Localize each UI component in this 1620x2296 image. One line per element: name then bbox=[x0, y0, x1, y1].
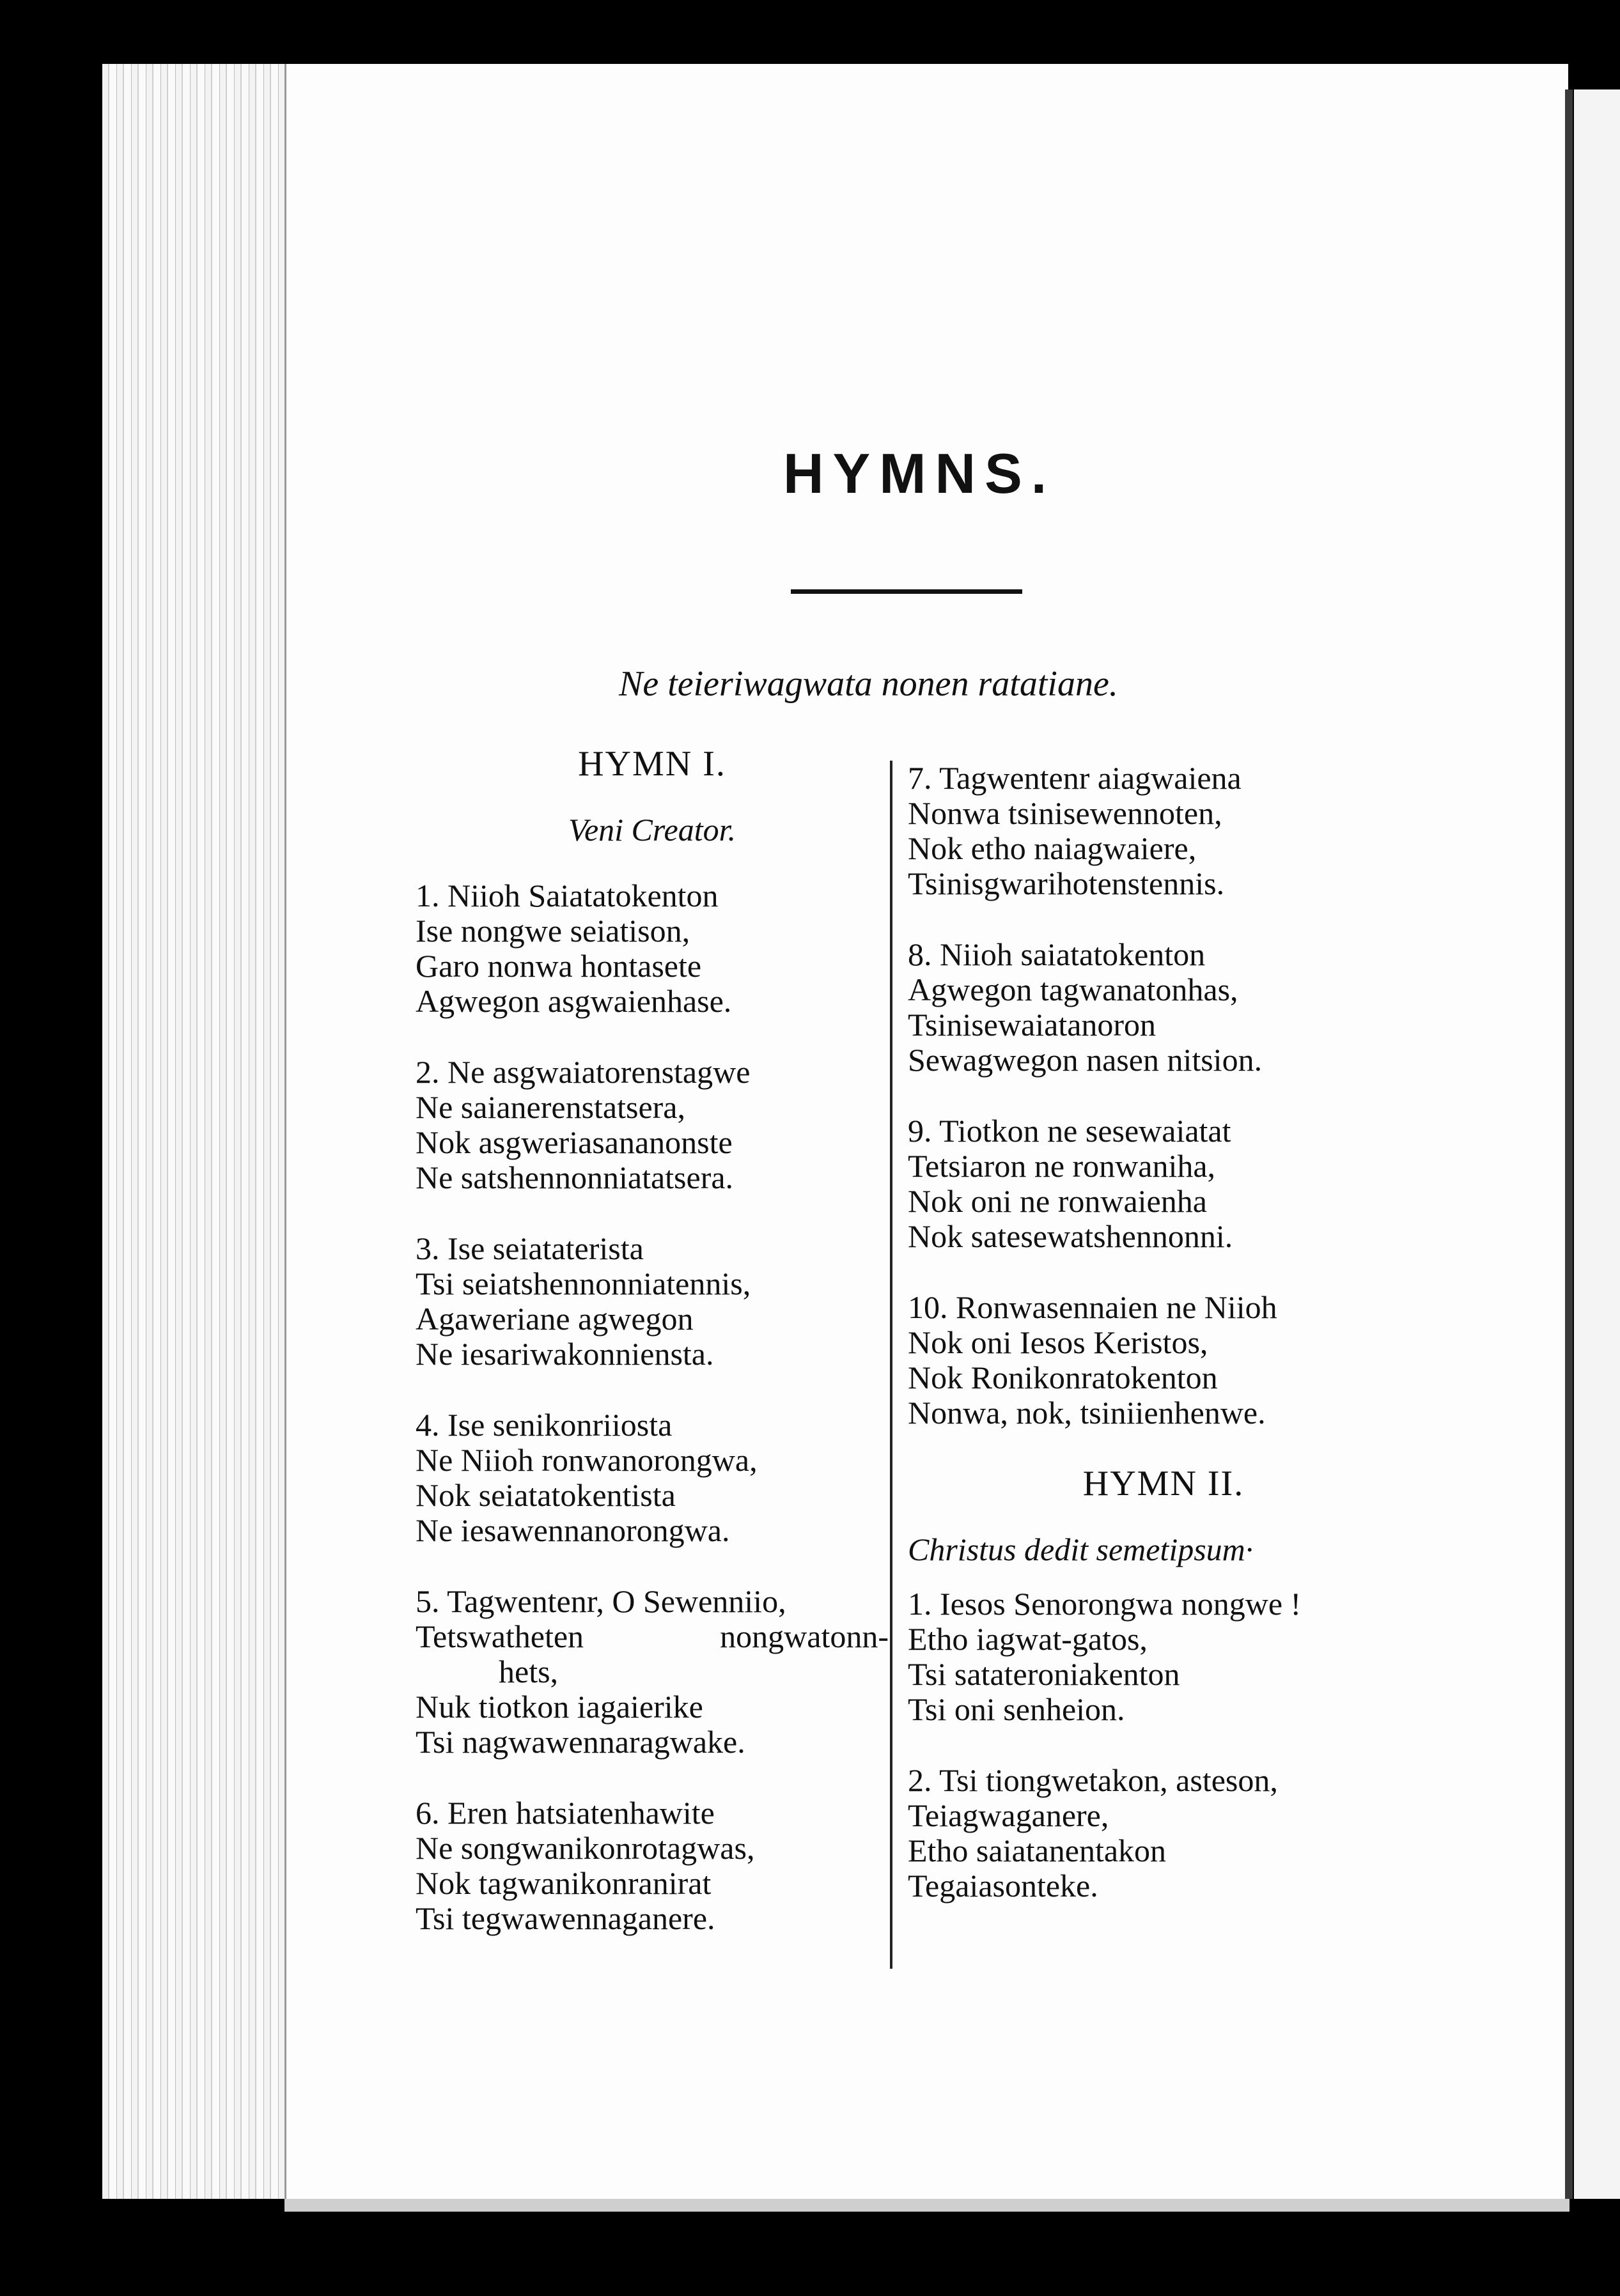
page-spine-shadow bbox=[1565, 89, 1573, 2199]
stanza-line: Tsinisewaiatanoron bbox=[908, 1007, 1157, 1043]
stanza-line: Tsi tegwawennaganere. bbox=[416, 1900, 715, 1936]
stanza-line: Garo nonwa hontasete bbox=[416, 948, 702, 984]
stanza-line: 2. Tsi tiongwetakon, asteson, bbox=[908, 1762, 1278, 1798]
stanza-line: 9. Tiotkon ne sesewaiatat bbox=[908, 1113, 1231, 1149]
stanza-line: Nok seiatatokentista bbox=[416, 1477, 676, 1513]
stanza-line: Nonwa, nok, tsiniienhenwe. bbox=[908, 1395, 1266, 1431]
hymn-1-subtitle: Veni Creator. bbox=[568, 812, 736, 848]
facing-page-edge bbox=[1574, 89, 1620, 2199]
stanza-line: Sewagwegon nasen nitsion. bbox=[908, 1042, 1263, 1078]
stanza-line: 10. Ronwasennaien ne Niioh bbox=[908, 1289, 1277, 1325]
page-subtitle: Ne teieriwagwata nonen ratatiane. bbox=[619, 664, 1118, 704]
stanza-5 bbox=[416, 1584, 889, 1760]
stanza-line: Ise nongwe seiatison, bbox=[416, 913, 690, 949]
stanza-line: Ne saianerenstatsera, bbox=[416, 1089, 685, 1125]
stanza-line: Nuk tiotkon iagaierike bbox=[416, 1689, 703, 1725]
stanza-7 bbox=[908, 761, 1419, 901]
stanza-line: Tsi nagwawennaragwake. bbox=[416, 1724, 745, 1760]
stanza-line: 1. Iesos Senorongwa nongwe ! bbox=[908, 1586, 1302, 1622]
stanza-line: Teiagwaganere, bbox=[908, 1797, 1109, 1833]
stanza-2 bbox=[416, 1055, 889, 1195]
stanza-4 bbox=[416, 1408, 889, 1548]
stanza-line: 1. Niioh Saiatatokenton bbox=[416, 878, 719, 913]
stanza-line: Etho saiatanentakon bbox=[908, 1833, 1167, 1868]
stanza-line: Agwegon tagwanatonhas, bbox=[908, 972, 1238, 1007]
stanza-word: Tetswatheten bbox=[416, 1618, 584, 1654]
hymn-2-subtitle: Christus dedit semetipsum· bbox=[908, 1532, 1254, 1567]
stanza-line: Nok oni Iesos Keristos, bbox=[908, 1324, 1208, 1360]
stanza-1 bbox=[416, 878, 889, 1019]
hymn-2-title: HYMN II. bbox=[1082, 1464, 1245, 1503]
stanza-line: 5. Tagwentenr, O Sewenniio, bbox=[416, 1583, 786, 1619]
stanza-line: Nok oni ne ronwaienha bbox=[908, 1183, 1207, 1219]
stanza-line: 8. Niioh saiatatokenton bbox=[908, 936, 1206, 972]
stanza-line: Tsinisgwarihotenstennis. bbox=[908, 865, 1225, 901]
stanza-line: 4. Ise senikonriiosta bbox=[416, 1407, 673, 1443]
stanza-line: Tegaiasonteke. bbox=[908, 1868, 1098, 1904]
stanza-line: Tsi satateroniakenton bbox=[908, 1656, 1180, 1692]
page-bottom-edge bbox=[284, 2199, 1569, 2212]
stanza-line: Ne satshennonniatatsera. bbox=[416, 1160, 734, 1195]
title-rule bbox=[791, 589, 1022, 594]
stanza-line: Ne iesariwakonniensta. bbox=[416, 1336, 714, 1372]
stanza-line: 3. Ise seiataterista bbox=[416, 1230, 644, 1266]
stanza-line: Etho iagwat-gatos, bbox=[908, 1621, 1148, 1657]
page-edges-left bbox=[102, 64, 294, 2199]
stanza-line-continuation: hets, bbox=[499, 1654, 559, 1689]
stanza-line: 7. Tagwentenr aiagwaiena bbox=[908, 760, 1242, 796]
stanza-word: nongwatonn- bbox=[720, 1618, 889, 1654]
right-column bbox=[908, 761, 1419, 1939]
column-divider bbox=[890, 761, 892, 1969]
stanza-line: Agaweriane agwegon bbox=[416, 1301, 694, 1337]
stanza-line: Ne iesawennanorongwa. bbox=[416, 1512, 730, 1548]
hymn-1-title: HYMN I. bbox=[578, 744, 726, 784]
stanza-9 bbox=[908, 1113, 1419, 1254]
stanza-8 bbox=[908, 937, 1419, 1078]
stanza-line: Ne Niioh ronwanorongwa, bbox=[416, 1442, 758, 1478]
stanza-line: Nok satesewatshennonni. bbox=[908, 1218, 1233, 1254]
hymn-2-stanza-2 bbox=[908, 1763, 1419, 1904]
stanza-line: 6. Eren hatsiatenhawite bbox=[416, 1795, 715, 1831]
stanza-line: Agwegon asgwaienhase. bbox=[416, 983, 732, 1019]
stanza-10 bbox=[908, 1290, 1419, 1431]
stanza-line: Tsi seiatshennonniatennis, bbox=[416, 1266, 751, 1301]
stanza-line: Ne songwanikonrotagwas, bbox=[416, 1830, 755, 1866]
stanza-line: Nonwa tsinisewennoten, bbox=[908, 795, 1222, 831]
stanza-line: Nok asgweriasananonste bbox=[416, 1124, 733, 1160]
left-column bbox=[416, 744, 889, 1972]
stanza-6 bbox=[416, 1796, 889, 1936]
stanza-line: Tetsiaron ne ronwaniha, bbox=[908, 1148, 1216, 1184]
page-title: HYMNS. bbox=[783, 442, 1056, 505]
stanza-line: Tsi oni senheion. bbox=[908, 1691, 1125, 1727]
stanza-line: Nok etho naiagwaiere, bbox=[908, 830, 1197, 866]
stanza-line: 2. Ne asgwaiatorenstagwe bbox=[416, 1054, 751, 1090]
stanza-line: Nok tagwanikonranirat bbox=[416, 1865, 712, 1901]
hymn-2-stanza-1 bbox=[908, 1586, 1419, 1727]
stanza-line-justified bbox=[416, 1619, 889, 1654]
stanza-3 bbox=[416, 1231, 889, 1372]
stanza-line: Nok Ronikonratokenton bbox=[908, 1360, 1218, 1395]
